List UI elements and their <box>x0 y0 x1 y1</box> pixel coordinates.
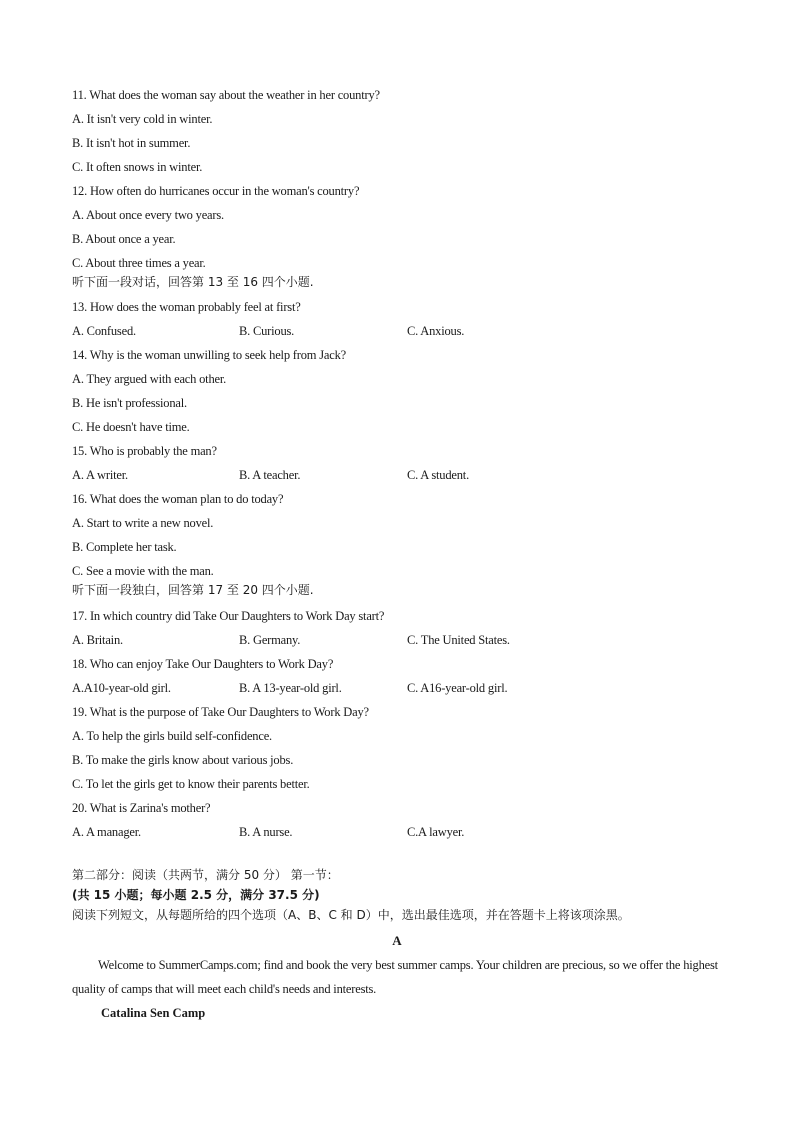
question-14-option-c: C. He doesn't have time. <box>72 420 190 434</box>
question-20-stem: 20. What is Zarina's mother? <box>72 801 211 815</box>
question-20-option-b: B. A nurse. <box>239 825 293 839</box>
listening-direction-13-16: 听下面一段对话，回答第 13 至 16 四个小题. <box>72 275 314 289</box>
question-15-stem: 15. Who is probably the man? <box>72 444 217 458</box>
question-13-stem: 13. How does the woman probably feel at first? <box>72 300 301 314</box>
question-19-option-c: C. To let the girls get to know their parents better. <box>72 777 310 791</box>
reading-passage-intro: Welcome to SummerCamps.com; find and book the very best summer camps. Your children are precious, so we offer the highest quality of camps that will meet each child's needs and interests. <box>72 958 718 996</box>
question-19-option-b: B. To make the girls know about various jobs. <box>72 753 294 767</box>
part2-instruction: 阅读下列短文，从每题所给的四个选项（A、B、C 和 D）中，选出最佳选项，并在答题卡上将该项涂黑。 <box>72 908 630 922</box>
question-11-stem: 11. What does the woman say about the weather in her country? <box>72 88 380 102</box>
part2-scoring: (共 15 小题；每小题 2.5 分，满分 37.5 分) <box>72 888 320 902</box>
listening-direction-17-20: 听下面一段独白，回答第 17 至 20 四个小题. <box>72 583 314 597</box>
question-16-stem: 16. What does the woman plan to do today? <box>72 492 284 506</box>
question-12-option-c: C. About three times a year. <box>72 256 206 270</box>
question-14-option-b: B. He isn't professional. <box>72 396 187 410</box>
question-16-option-b: B. Complete her task. <box>72 540 177 554</box>
question-20-option-c: C.A lawyer. <box>407 825 465 839</box>
question-12-stem: 12. How often do hurricanes occur in the woman's country? <box>72 184 360 198</box>
question-18-option-c: C. A16-year-old girl. <box>407 681 508 695</box>
question-19-option-a: A. To help the girls build self-confidence. <box>72 729 272 743</box>
question-17-option-b: B. Germany. <box>239 633 301 647</box>
question-18-stem: 18. Who can enjoy Take Our Daughters to Work Day? <box>72 657 334 671</box>
question-14-stem: 14. Why is the woman unwilling to seek help from Jack? <box>72 348 346 362</box>
question-15-option-b: B. A teacher. <box>239 468 301 482</box>
question-12-option-a: A. About once every two years. <box>72 208 224 222</box>
question-17-option-a: A. Britain. <box>72 633 123 647</box>
question-17-option-c: C. The United States. <box>407 633 510 647</box>
question-15-option-c: C. A student. <box>407 468 469 482</box>
question-11-option-c: C. It often snows in winter. <box>72 160 203 174</box>
question-17-stem: 17. In which country did Take Our Daughters to Work Day start? <box>72 609 385 623</box>
question-13-option-c: C. Anxious. <box>407 324 465 338</box>
question-16-option-a: A. Start to write a new novel. <box>72 516 214 530</box>
passage-subheading: Catalina Sen Camp <box>101 1006 206 1020</box>
question-16-option-c: C. See a movie with the man. <box>72 564 214 578</box>
question-18-option-b: B. A 13-year-old girl. <box>239 681 342 695</box>
question-13-option-a: A. Confused. <box>72 324 136 338</box>
question-11-option-b: B. It isn't hot in summer. <box>72 136 191 150</box>
question-20-option-a: A. A manager. <box>72 825 141 839</box>
part2-heading: 第二部分：阅读（共两节，满分 50 分） 第一节： <box>72 868 339 882</box>
question-19-stem: 19. What is the purpose of Take Our Daughters to Work Day? <box>72 705 369 719</box>
question-18-option-a: A.A10-year-old girl. <box>72 681 171 695</box>
question-12-option-b: B. About once a year. <box>72 232 176 246</box>
section-letter: A <box>392 933 402 948</box>
question-11-option-a: A. It isn't very cold in winter. <box>72 112 213 126</box>
question-15-option-a: A. A writer. <box>72 468 128 482</box>
question-14-option-a: A. They argued with each other. <box>72 372 227 386</box>
question-13-option-b: B. Curious. <box>239 324 295 338</box>
